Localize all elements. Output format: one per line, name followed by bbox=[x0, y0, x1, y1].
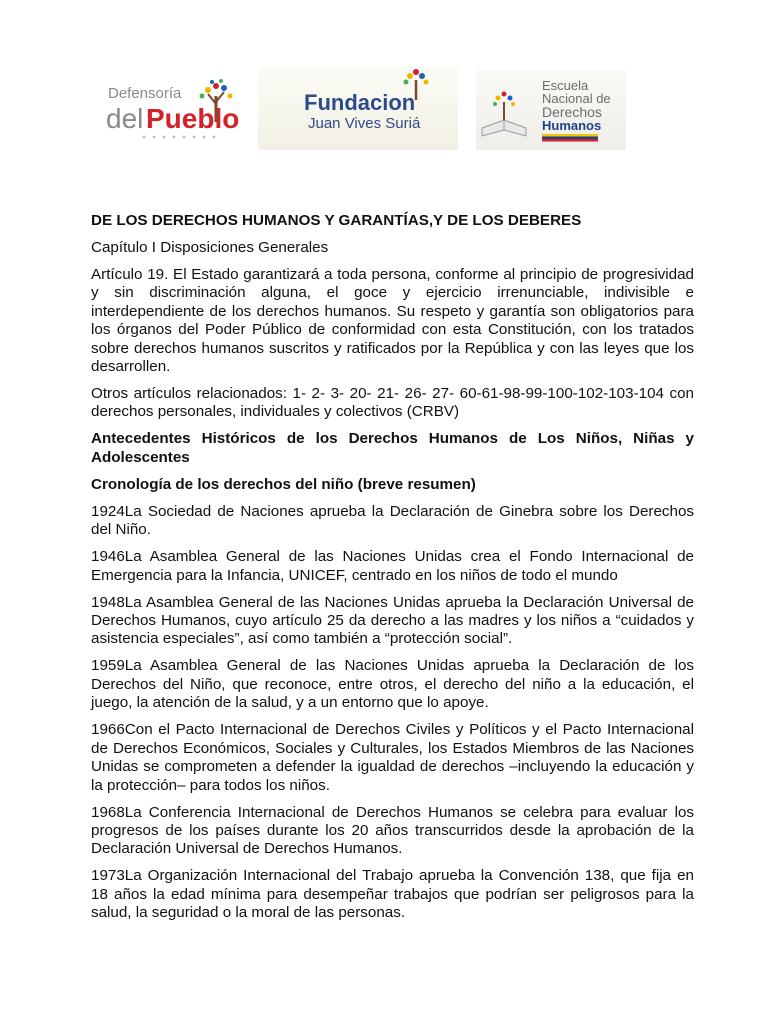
event-1966: 1966Con el Pacto Internacional de Derechos Civiles y Políticos y el Pacto Internacional de Derechos Económicos, Sociales y Culturales, los Estados Miembros de las Naciones Unidas se comprometen a defender la igualdad de derechos –incluyendo la educación y la protección– para todos los niños. bbox=[91, 721, 694, 794]
document-title: DE LOS DERECHOS HUMANOS Y GARANTÍAS,Y DE LOS DEBERES bbox=[91, 212, 582, 229]
escuela-logo-line1: Escuela bbox=[542, 78, 589, 93]
defensoria-logo-line1: Defensoría bbox=[108, 85, 182, 102]
logo-header bbox=[90, 66, 680, 156]
defensoria-del-pueblo-logo bbox=[104, 74, 254, 144]
article-19-paragraph: Artículo 19. El Estado garantizará a toda persona, conforme al principio de progresividad y sin discriminación alguna, el goce y ejercicio irrenunciable, indivisible e interdependiente de los derechos humanos. Su respeto y garantía son obligatorios para los órganos del Poder Público de conformidad con esta Constitución, con los tratados sobre derechos humanos suscritos y ratificados por la República y con las leyes que los desarrollen. bbox=[91, 266, 694, 376]
defensoria-logo-del: del bbox=[106, 103, 144, 134]
fundacion-logo-line1: Fundacion bbox=[304, 90, 416, 115]
fundacion-logo-line2: Juan Vives Suriá bbox=[308, 115, 421, 132]
event-1946: 1946La Asamblea General de las Naciones Unidas crea el Fondo Internacional de Emergencia para la Infancia, UNICEF, centrado en los niños de todo el mundo bbox=[91, 548, 694, 584]
event-1959: 1959La Asamblea General de las Naciones Unidas aprueba la Declaración de los Derechos del Niño, que reconoce, entre otros, el derecho del niño a la educación, el juego, la atención de la salud, y a un entorno que lo apoye. bbox=[91, 657, 694, 712]
open-book-icon bbox=[482, 120, 526, 136]
defensoria-logo-pueblo: Pueblo bbox=[146, 103, 240, 134]
escuela-logo-line2: Nacional de bbox=[542, 91, 611, 106]
escuela-logo-line4: Humanos bbox=[542, 118, 602, 133]
escuela-nacional-derechos-humanos-logo bbox=[476, 70, 626, 150]
escuela-tree-icon bbox=[493, 92, 515, 121]
related-articles-paragraph: Otros artículos relacionados: 1- 2- 3- 20- 21- 26- 27- 60-61-98-99-100-102-103-104 con derechos personales, individuales y colectivos (CRBV) bbox=[91, 385, 694, 421]
flag-stripes-decoration bbox=[542, 134, 598, 142]
cronologia-heading: Cronología de los derechos del niño (breve resumen) bbox=[91, 475, 476, 493]
event-1948: 1948La Asamblea General de las Naciones Unidas aprueba la Declaración Universal de Derechos Humanos, cuyo artículo 25 da derecho a las madres y los niños a “cuidados y asistencia especiales”, así como también a “protección social”. bbox=[91, 593, 694, 648]
event-1968: 1968La Conferencia Internacional de Derechos Humanos se celebra para evaluar los progresos de los países durante los 20 años transcurridos desde la aprobación de la Declaración Universal de Derechos Humanos. bbox=[91, 803, 694, 858]
escuela-logo-line3: Derechos bbox=[542, 104, 602, 120]
document-body bbox=[91, 212, 694, 931]
chapter-heading: Capítulo I Disposiciones Generales bbox=[91, 239, 329, 256]
antecedentes-heading: Antecedentes Históricos de los Derechos Humanos de Los Niños, Niñas y Adolescentes bbox=[91, 430, 694, 466]
event-1924: 1924La Sociedad de Naciones aprueba la Declaración de Ginebra sobre los Derechos del Niño. bbox=[91, 502, 694, 539]
event-1973: 1973La Organización Internacional del Trabajo aprueba la Convención 138, que fija en 18 años la edad mínima para desempeñar trabajos que podrían ser peligrosos para la salud, la seguridad o la moral de las personas. bbox=[91, 867, 694, 922]
star-dots-decoration bbox=[143, 136, 216, 139]
fundacion-juan-vives-suria-logo bbox=[258, 66, 458, 150]
